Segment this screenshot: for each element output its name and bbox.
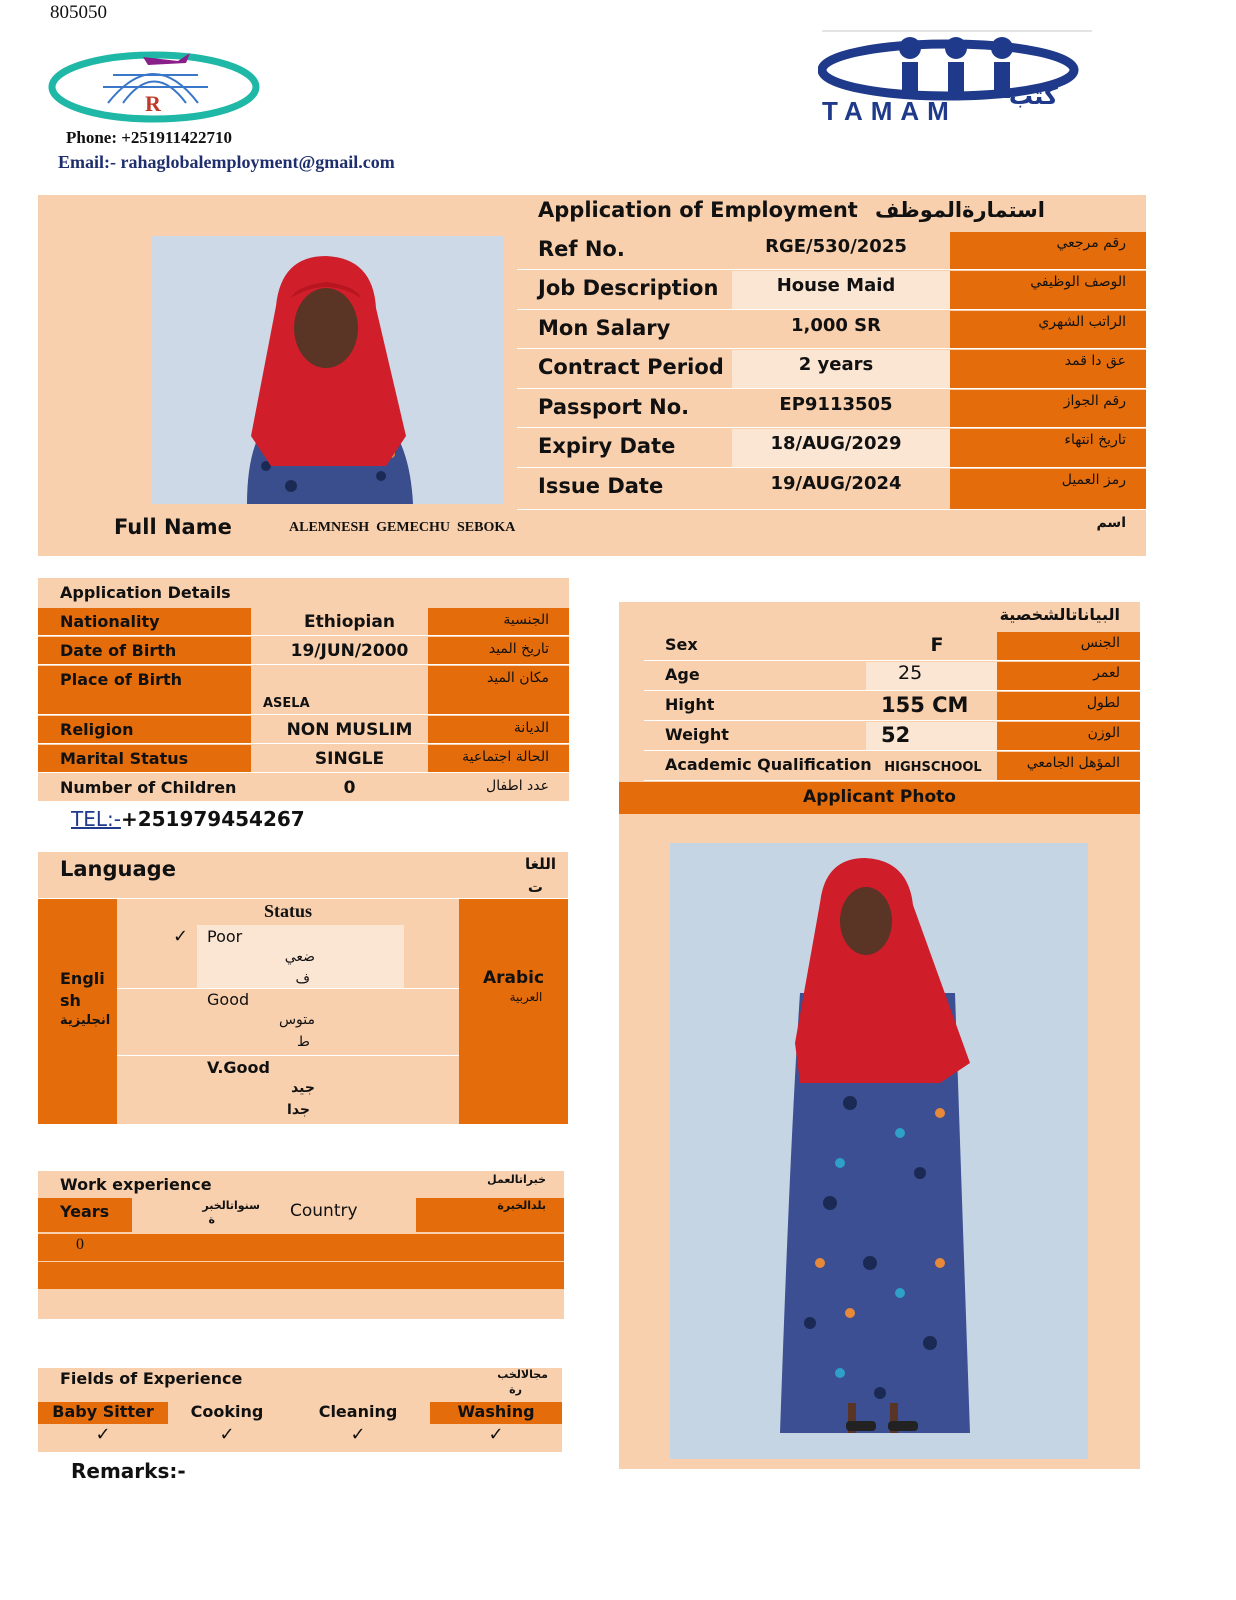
- remarks-label: Remarks:-: [71, 1459, 186, 1483]
- detail-ar: عدد اطفال: [486, 778, 549, 794]
- divider: [117, 1055, 459, 1056]
- detail-ar: الديانة: [513, 720, 549, 736]
- details-title: Application Details: [60, 583, 231, 602]
- arabic-label-ar: العربية: [509, 990, 543, 1004]
- field-label: Baby Sitter: [52, 1402, 154, 1421]
- fields-title: Fields of Experience: [60, 1369, 243, 1388]
- tamam-logo: [818, 30, 1096, 126]
- field-label: Cleaning: [318, 1402, 398, 1421]
- english-label-ar: انجليزية: [60, 1013, 111, 1028]
- arabic-cell: [459, 899, 568, 1124]
- detail-ar: تاريخ الميد: [488, 641, 549, 657]
- detail-label: Date of Birth: [60, 641, 177, 660]
- english-label: [60, 968, 110, 1030]
- status-header: Status: [263, 901, 312, 921]
- personal-label: Academic Qualification: [665, 755, 872, 774]
- phone-text: Phone: +251911422710: [66, 128, 232, 147]
- email-text: Email:- rahaglobalemployment@gmail.com: [58, 152, 395, 172]
- svg-text:R: R: [145, 91, 161, 116]
- detail-ar: الجنسية: [503, 612, 549, 628]
- personal-value: F: [930, 634, 944, 656]
- level-ar-2: ف: [295, 971, 310, 987]
- personal-value: 155 CM: [881, 693, 969, 717]
- level-ar-2: جدا: [287, 1102, 310, 1118]
- fields-title-ar-2: رة: [509, 1383, 522, 1396]
- app-row-value: House Maid: [776, 275, 896, 296]
- app-row-value: 1,000 SR: [790, 315, 882, 336]
- app-row-ar: رمز العميل: [1061, 472, 1126, 488]
- detail-value: SINGLE: [314, 749, 385, 769]
- detail-label: Marital Status: [60, 749, 189, 768]
- personal-value: 52: [881, 723, 911, 747]
- field-check-icon: ✓: [219, 1424, 235, 1445]
- level-en: V.Good: [207, 1058, 270, 1077]
- app-row-ar: رقم الجواز: [1063, 393, 1126, 409]
- raha-logo: [48, 45, 262, 127]
- applicant-full-photo: [670, 843, 1088, 1459]
- svg-text:TAMAM: TAMAM: [822, 96, 957, 126]
- detail-label: Place of Birth: [60, 670, 183, 689]
- full-name-value: ALEMNESH GEMECHU SEBOKA: [289, 520, 516, 535]
- fields-title-ar-1: مجالالخب: [497, 1368, 548, 1381]
- detail-value: ASELA: [263, 696, 310, 711]
- work-row: [38, 1262, 564, 1289]
- app-row-label: Ref No.: [538, 237, 625, 261]
- tel-prefix: TEL:-: [71, 807, 121, 831]
- app-row-value: 18/AUG/2029: [770, 433, 902, 454]
- language-title-ar-2: ت: [527, 878, 543, 896]
- app-row-value: 19/AUG/2024: [770, 473, 902, 494]
- field-check-icon: ✓: [95, 1424, 111, 1445]
- level-en: Good: [207, 990, 250, 1009]
- personal-value: HIGHSCHOOL: [884, 760, 982, 775]
- detail-label: Number of Children: [60, 778, 237, 797]
- personal-ar: المؤهل الجامعي: [1026, 755, 1120, 771]
- form-title-ar: استمارةالموظف: [875, 198, 1045, 222]
- work-title-ar: خبراتالعمل: [487, 1173, 546, 1186]
- app-row-value: EP9113505: [779, 394, 893, 415]
- country-label-ar: بلدالخبرة: [497, 1199, 546, 1212]
- app-row-label: Issue Date: [538, 474, 664, 498]
- level-ar-1: جيد: [291, 1080, 315, 1096]
- country-label: Country: [290, 1201, 358, 1221]
- detail-value: 19/JUN/2000: [290, 641, 409, 661]
- app-row-label: Mon Salary: [538, 316, 671, 340]
- svg-text:كتب: كتب: [1008, 82, 1058, 110]
- field-label: Washing: [457, 1402, 535, 1421]
- personal-label: Weight: [665, 725, 729, 744]
- level-en: Poor: [207, 927, 243, 946]
- detail-label: Religion: [60, 720, 134, 739]
- full-name-ar: اسم: [1096, 515, 1126, 531]
- years-label-ar-2: ة: [208, 1213, 215, 1226]
- app-row-ar: تاريخ انتهاء: [1064, 432, 1126, 448]
- app-row-ar: رقم مرجعي: [1056, 235, 1126, 251]
- field-label: Cooking: [190, 1402, 264, 1421]
- detail-ar: الحالة اجتماعية: [462, 749, 549, 765]
- detail-value: NON MUSLIM: [286, 720, 413, 740]
- personal-value: 25: [898, 662, 923, 684]
- personal-label: Hight: [665, 695, 715, 714]
- years-label: Years: [60, 1202, 110, 1221]
- arabic-label: Arabic: [482, 968, 545, 988]
- divider: [117, 988, 459, 989]
- personal-value-cell: [866, 662, 997, 691]
- detail-value: 0: [343, 778, 356, 798]
- personal-label: Age: [665, 665, 700, 684]
- personal-ar: الجنس: [1080, 635, 1120, 651]
- app-row-value: 2 years: [798, 354, 874, 375]
- field-check-icon: ✓: [350, 1424, 366, 1445]
- personal-title-ar: البياناتالشخصية: [999, 605, 1120, 624]
- level-ar-1: ضعي: [284, 949, 315, 965]
- work-title: Work experience: [60, 1175, 212, 1194]
- app-row-label: Contract Period: [538, 355, 724, 379]
- detail-value: Ethiopian: [304, 612, 395, 632]
- english-label-2: sh: [60, 991, 81, 1010]
- telephone: [71, 807, 305, 831]
- language-title: Language: [60, 857, 176, 881]
- personal-label: Sex: [665, 635, 698, 654]
- app-row-label: Expiry Date: [538, 434, 676, 458]
- work-row: [38, 1234, 564, 1261]
- app-row-ar: الوصف الوظيفي: [1030, 274, 1126, 290]
- level-check-icon: ✓: [173, 926, 189, 947]
- personal-ar: الوزن: [1087, 725, 1120, 741]
- level-ar-2: ط: [297, 1034, 310, 1050]
- detail-ar: مكان الميد: [486, 670, 549, 686]
- detail-label: Nationality: [60, 612, 160, 631]
- personal-ar: لعمر: [1093, 665, 1120, 681]
- level-ar-1: متوس: [278, 1012, 315, 1028]
- document-code: 805050: [50, 2, 107, 23]
- full-name-label: Full Name: [114, 515, 232, 539]
- applicant-photo-label: Applicant Photo: [619, 782, 1140, 814]
- app-row-label: Passport No.: [538, 395, 690, 419]
- app-row-value: RGE/530/2025: [765, 236, 907, 257]
- tel-number: +251979454267: [120, 807, 305, 831]
- years-value: 0: [76, 1236, 84, 1253]
- applicant-portrait: [151, 236, 503, 504]
- app-row-ar: عق دا قمد: [1064, 353, 1126, 369]
- app-row-label: Job Description: [538, 276, 719, 300]
- years-label-ar-1: سنواتالخبر: [202, 1199, 260, 1212]
- english-label-1: Engli: [60, 969, 105, 988]
- app-row-ar: الراتب الشهري: [1038, 314, 1126, 330]
- language-title-ar-1: اللغا: [525, 855, 556, 873]
- personal-ar: لطول: [1086, 695, 1120, 711]
- form-title-en: Application of Employment: [538, 198, 858, 222]
- field-check-icon: ✓: [488, 1424, 504, 1445]
